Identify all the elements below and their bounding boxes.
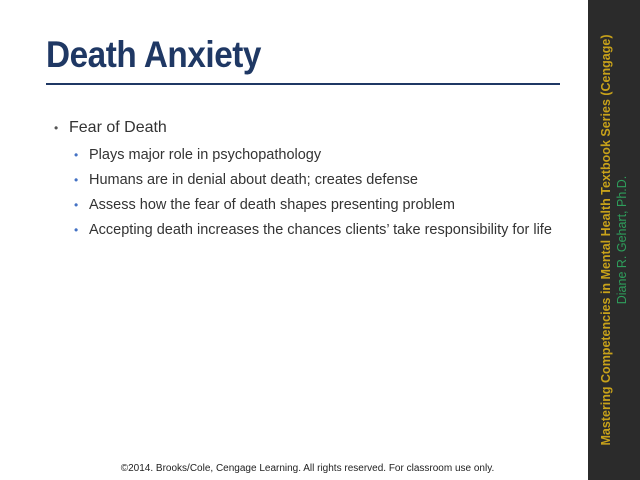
sub-bullet-text: Accepting death increases the chances clients’ take responsibility for life [89,222,552,238]
bullet-dot-icon: • [74,198,79,212]
bullet-dot-icon: • [74,173,79,187]
bullet-dot-icon: • [74,223,79,237]
sub-bullet-text: Plays major role in psychopathology [89,147,322,163]
bullet-dot-icon: • [54,121,59,135]
author-name: Diane R. Gehart, Ph.D. [615,175,629,305]
series-title: Mastering Competencies in Mental Health Textbook Series (Cengage) [599,34,613,446]
sub-bullet-item [54,170,564,191]
sidebar-vertical-text [598,35,630,446]
sub-bullet-text: Assess how the fear of death shapes presenting problem [89,197,455,213]
copyright-footer: ©2014. Brooks/Cole, Cengage Learning. All rights reserved. For classroom use only. [120,463,495,474]
title-underline [46,83,560,85]
slide-title: Death Anxiety [46,34,261,75]
sub-bullet-text: Humans are in denial about death; creates defense [89,172,418,188]
sub-bullet-item [54,220,564,241]
bullet-list [54,118,564,245]
sub-bullet-item [54,195,564,216]
bullet-dot-icon: • [74,148,79,162]
bullet-text: Fear of Death [69,119,167,136]
series-sidebar [588,0,640,480]
sub-bullet-item [54,145,564,166]
bullet-item [54,118,564,138]
